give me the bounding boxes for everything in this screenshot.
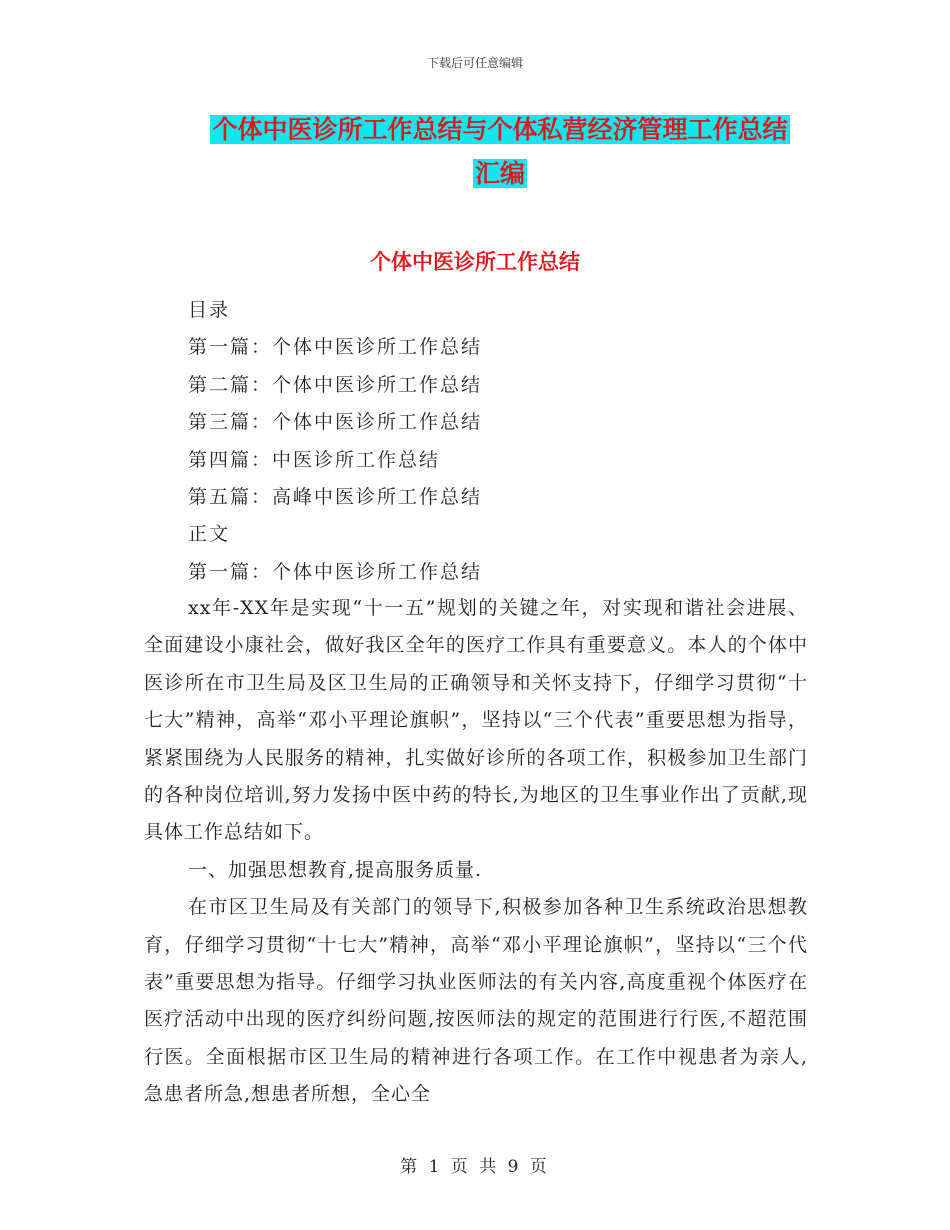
toc-item: 第一篇：个体中医诊所工作总结 <box>188 560 483 583</box>
toc-item: 第一篇：个体中医诊所工作总结 <box>188 336 483 359</box>
toc-item: 正文 <box>188 523 231 546</box>
paragraph: 在市区卫生局及有关部门的领导下,积极参加各种卫生系统政治思想教育，仔细学习贯彻“十七大”精神，高举“邓小平理论旗帜”，坚持以“三个代表”重要思想为指导。仔细学习执业医师法的有关内容,高度重视个体医疗在医疗活动中出现的医疗纠纷问题,按医师法的规定的范围进行行医,不超范围行医。全面根据市区卫生局的精神进行各项工作。在工作中视患者为亲人,急患者所急,想患者所想，全心全 <box>144 896 808 1106</box>
table-of-contents <box>188 292 482 591</box>
main-title <box>190 108 810 196</box>
toc-item: 目录 <box>188 299 231 321</box>
toc-item: 第五篇：高峰中医诊所工作总结 <box>188 486 483 509</box>
section-title: 个体中医诊所工作总结 <box>370 249 580 274</box>
body-text <box>144 590 808 1114</box>
header-note: 下载后可任意编辑 <box>426 56 523 70</box>
toc-item: 第二篇：个体中医诊所工作总结 <box>188 373 483 396</box>
paragraph-heading: 一、加强思想教育,提高服务质量. <box>188 858 483 881</box>
main-title-line1: 个体中医诊所工作总结与个体私营经济管理工作总结 <box>212 115 788 144</box>
toc-item: 第三篇：个体中医诊所工作总结 <box>188 411 483 434</box>
page-footer: 第 1 页 共 9 页 <box>400 1157 550 1177</box>
main-title-line2: 汇编 <box>474 159 525 188</box>
toc-item: 第四篇：中医诊所工作总结 <box>188 448 441 471</box>
paragraph: xx年-XX年是实现“十一五”规划的关键之年，对实现和谐社会进展、全面建设小康社会，做好我区全年的医疗工作具有重要意义。本人的个体中医诊所在市卫生局及区卫生局的正确领导和关怀支持下，仔细学习贯彻“十七大”精神，高举“邓小平理论旗帜”，坚持以“三个代表”重要思想为指导，紧紧围绕为人民服务的精神，扎实做好诊所的各项工作，积极参加卫生部门的各种岗位培训,努力发扬中医中药的特长,为地区的卫生事业作出了贡献,现具体工作总结如下。 <box>144 597 808 844</box>
